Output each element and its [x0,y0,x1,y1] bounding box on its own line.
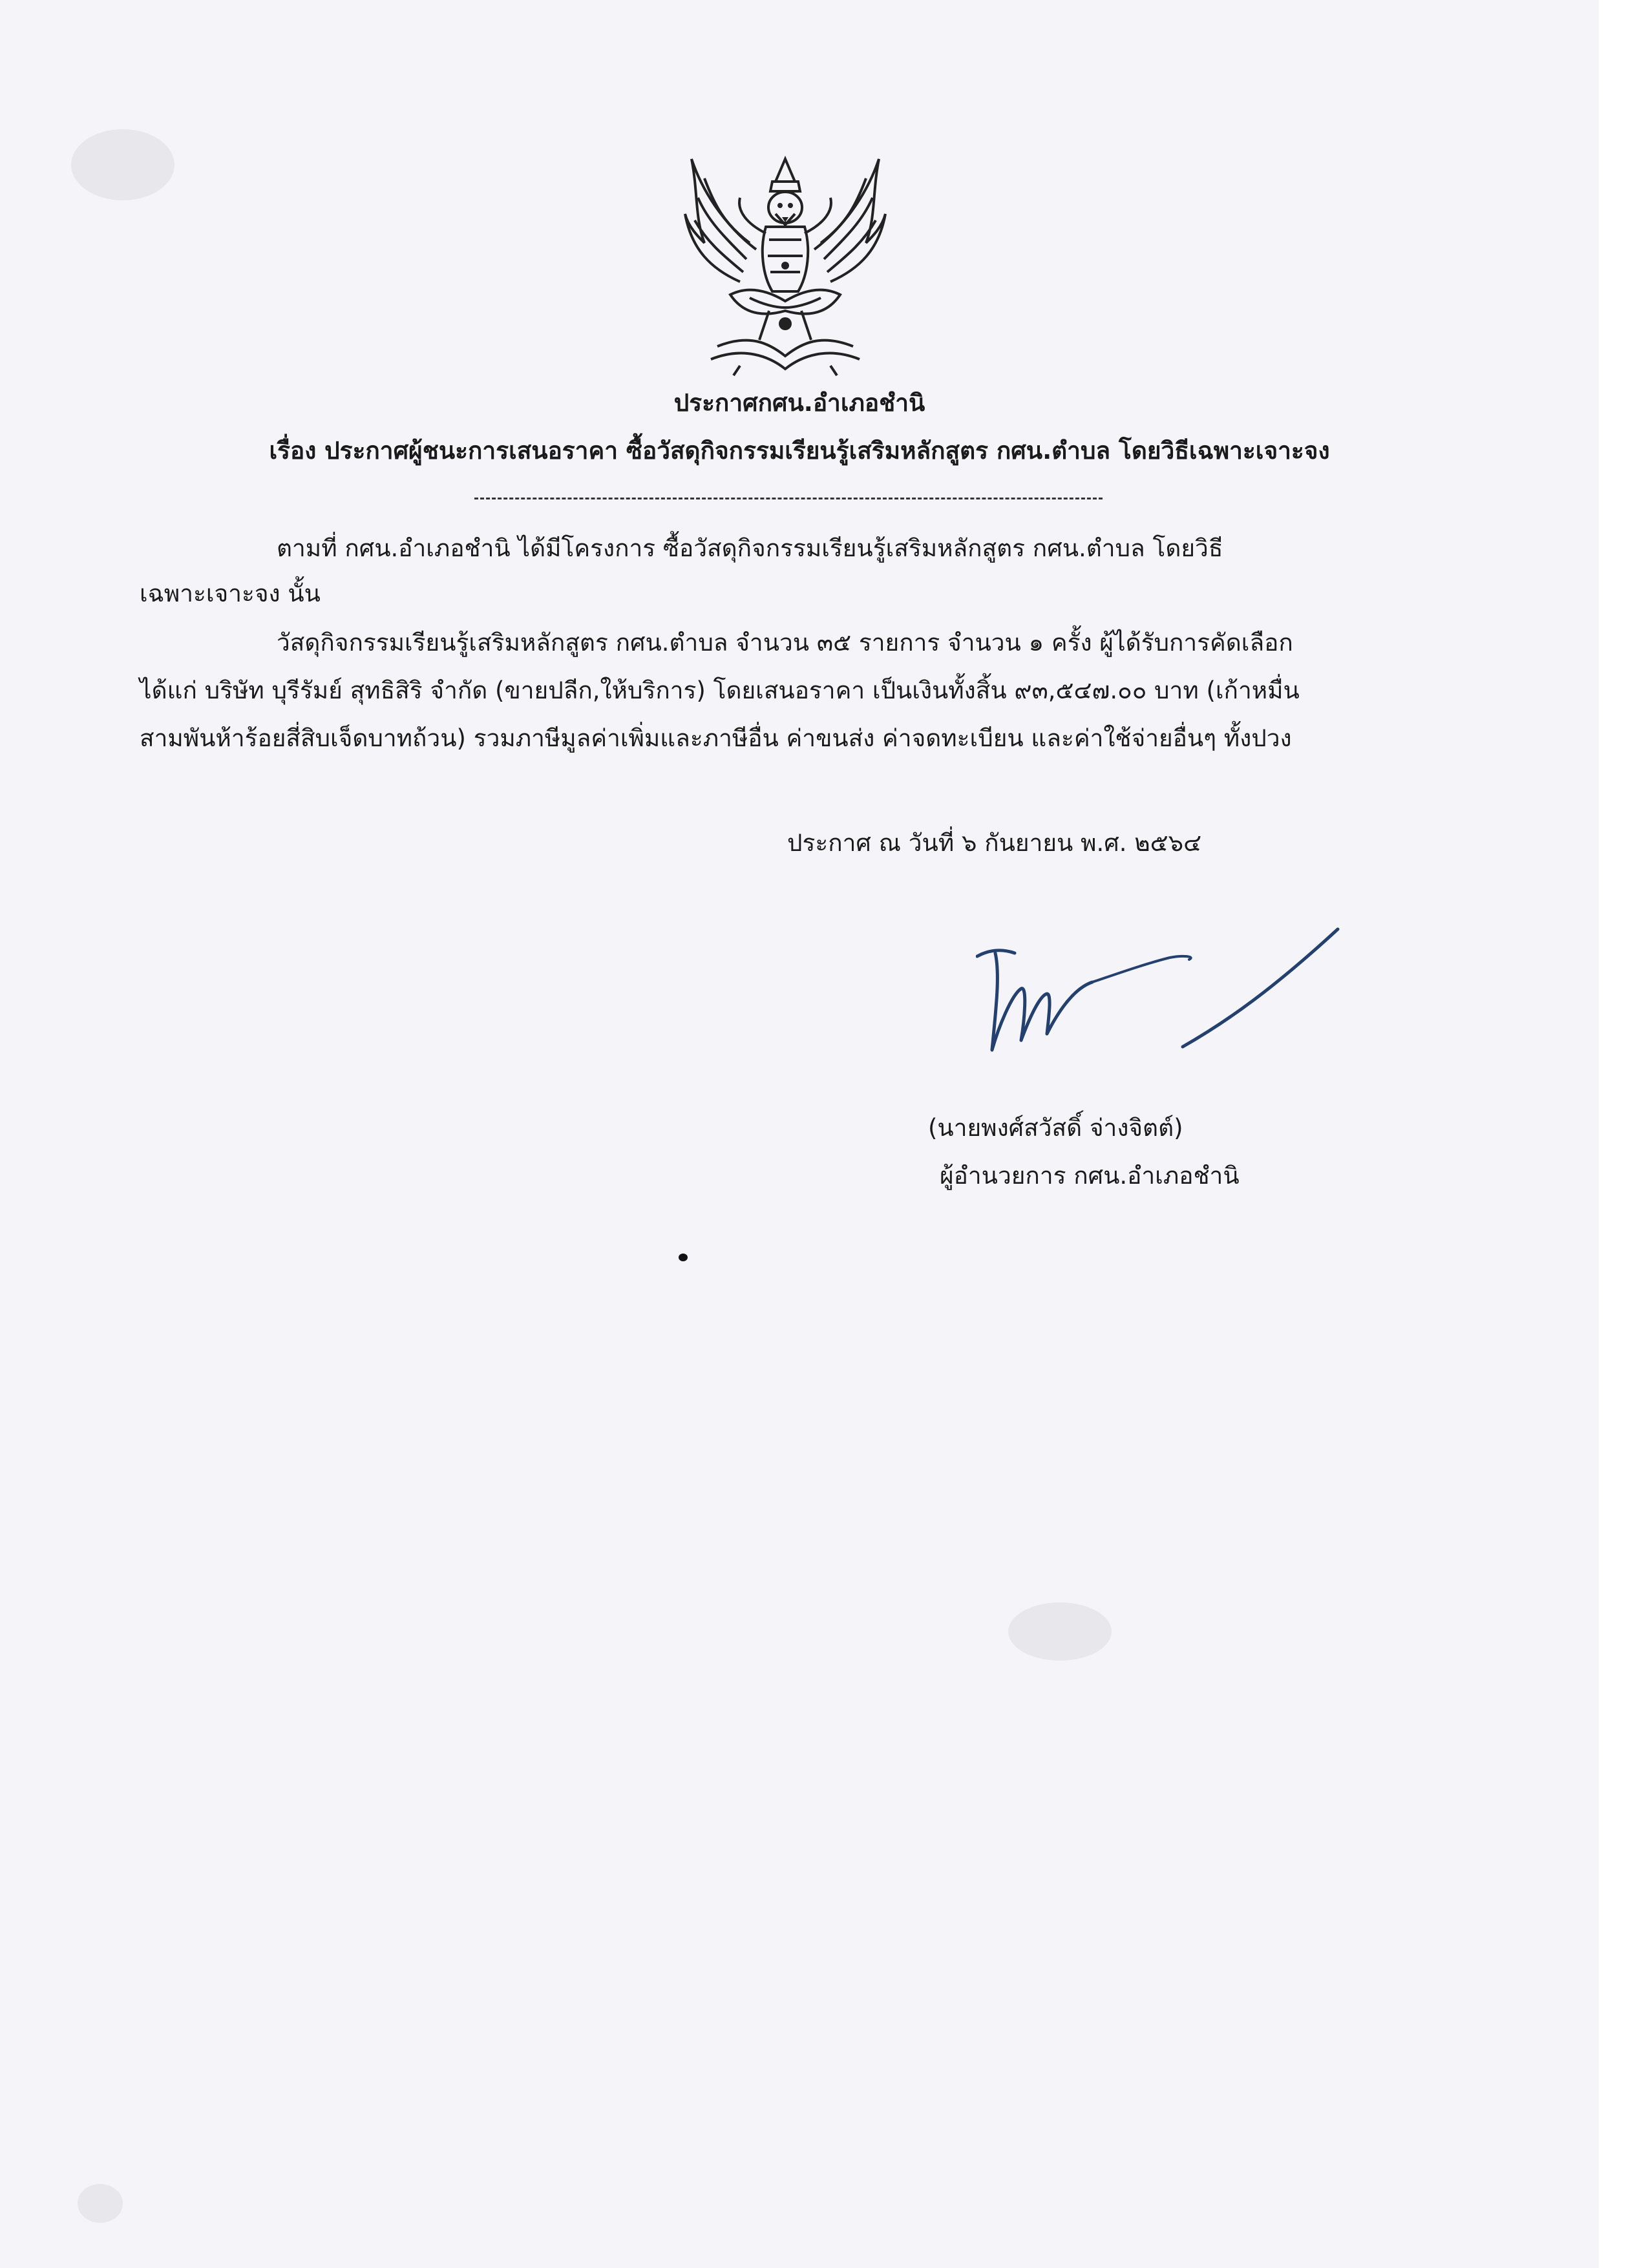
signatory-position: ผู้อำนวยการ กศน.อำเภอชำนิ [940,1162,1240,1190]
announcement-subject: เรื่อง ประกาศผู้ชนะการเสนอราคา ซื้อวัสดุกิจกรรมเรียนรู้เสริมหลักสูตร กศน.ตำบล โดยวิธีเฉพาะเจาะจง [269,437,1330,465]
paragraph-1-line-1: ตามที่ กศน.อำเภอชำนิ ได้มีโครงการ ซื้อวัสดุกิจกรรมเรียนรู้เสริมหลักสูตร กศน.ตำบล โดยวิธี [277,534,1223,562]
paragraph-2-line-3: สามพันห้าร้อยสี่สิบเจ็ดบาทถ้วน) รวมภาษีมูลค่าเพิ่มและภาษีอื่น ค่าขนส่ง ค่าจดทะเบียน และค่าใช้จ่ายอื่นๆ ทั้งปวง [140,724,1292,752]
ink-dot [679,1254,688,1261]
paragraph-2-line-1: วัสดุกิจกรรมเรียนรู้เสริมหลักสูตร กศน.ตำบล จำนวน ๓๕ รายการ จำนวน ๑ ครั้ง ผู้ได้รับการคัดเลือก [277,629,1293,656]
scan-smudge [78,2184,123,2223]
scan-smudge [1008,1602,1112,1661]
garuda-emblem-icon [679,152,892,377]
scan-smudge [71,129,174,200]
announcement-title: ประกาศกศน.อำเภอชำนิ [673,389,925,417]
scan-margin [1599,0,1648,2268]
signatory-name: (นายพงศ์สวัสดิ์ จ่างจิตต์) [928,1114,1183,1142]
announcement-date: ประกาศ ณ วันที่ ๖ กันยายน พ.ศ. ๒๕๖๔ [787,829,1202,857]
paragraph-2-line-2: ได้แก่ บริษัท บุรีรัมย์ สุทธิสิริ จำกัด (ขายปลีก,ให้บริการ) โดยเสนอราคา เป็นเงินทั้งสิ้น ๙๓,๕๔๗.๐๐ บาท (เก้าหมื่น [140,677,1300,704]
signature-icon [976,918,1344,1060]
paragraph-1-line-2: เฉพาะเจาะจง นั้น [140,580,321,607]
title-divider [474,498,1103,499]
